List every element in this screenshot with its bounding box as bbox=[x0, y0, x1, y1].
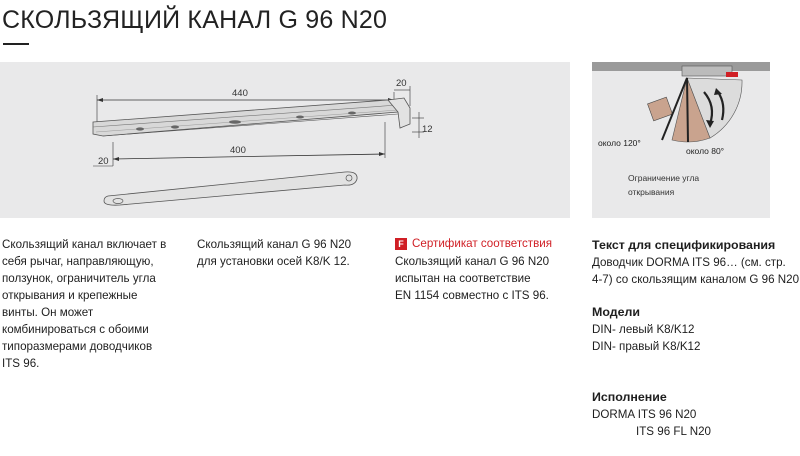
certificate bbox=[395, 235, 575, 304]
description-line: открывания и крепежные bbox=[2, 289, 138, 302]
channel-body bbox=[93, 100, 398, 136]
certificate-line: испытан на соответствие bbox=[395, 272, 531, 285]
page-title: СКОЛЬЗЯЩИЙ КАНАЛ G 96 N20 bbox=[2, 6, 388, 34]
arrowhead bbox=[113, 157, 119, 161]
usage-line: для установки осей K8/K 12. bbox=[197, 255, 350, 268]
description-line: ITS 96. bbox=[2, 357, 40, 370]
certificate-heading bbox=[395, 235, 575, 252]
model-item: DIN- правый K8/K12 bbox=[592, 340, 701, 353]
arrowhead bbox=[379, 152, 385, 156]
description-line: типоразмерами доводчиков bbox=[2, 340, 153, 353]
description-line: Скользящий канал включает в bbox=[2, 238, 167, 251]
usage-line: Скользящий канал G 96 N20 bbox=[197, 238, 352, 251]
dim-line-400 bbox=[113, 154, 385, 159]
title-underline bbox=[3, 43, 29, 45]
dim-label-20-top: 20 bbox=[396, 78, 407, 89]
stop-marker bbox=[726, 72, 738, 77]
description bbox=[2, 236, 182, 372]
lever-arm bbox=[104, 172, 357, 205]
channel-section bbox=[682, 66, 732, 76]
label-120: около 120° bbox=[598, 138, 641, 148]
version-heading: Исполнение bbox=[592, 390, 667, 404]
version-line: DORMA ITS 96 N20 bbox=[592, 408, 697, 421]
mount-hole bbox=[171, 125, 179, 128]
spec-line: Доводчик DORMA ITS 96… (см. стр. bbox=[592, 256, 786, 269]
mount-hole bbox=[136, 127, 144, 130]
spec-line: 4-7) со скользящим каналом G 96 N20 bbox=[592, 273, 800, 286]
description-line: комбинироваться с обоими bbox=[2, 323, 149, 336]
dim-label-400: 400 bbox=[230, 145, 246, 156]
certificate-line: EN 1154 совместно с ITS 96. bbox=[395, 289, 549, 302]
end-cap bbox=[388, 98, 410, 128]
models-block bbox=[592, 304, 792, 355]
model-item: DIN- левый K8/K12 bbox=[592, 323, 695, 336]
channel-drawing bbox=[0, 62, 570, 218]
label-80: около 80° bbox=[686, 146, 725, 156]
specification bbox=[592, 237, 800, 456]
version-block bbox=[592, 389, 792, 440]
description-line: себя рычаг, направляющую, bbox=[2, 255, 154, 268]
dim-label-440: 440 bbox=[232, 88, 248, 99]
spec-heading: Текст для спецификирования bbox=[592, 238, 776, 252]
usage bbox=[197, 236, 377, 270]
mount-slot bbox=[229, 120, 241, 124]
arrowhead bbox=[97, 98, 103, 102]
channel-drawing-svg bbox=[0, 62, 570, 218]
description-line: ползунок, ограничитель угла bbox=[2, 272, 156, 285]
certificate-title: Сертификат соответствия bbox=[412, 237, 553, 250]
dim-label-12: 12 bbox=[422, 124, 433, 135]
mount-hole bbox=[296, 116, 304, 119]
version-line: ITS 96 FL N20 bbox=[636, 425, 711, 438]
frame-top bbox=[592, 62, 770, 71]
caption-line2: открывания bbox=[628, 187, 675, 197]
door-80 bbox=[687, 78, 688, 142]
caption-line1: Ограничение угла bbox=[628, 173, 700, 183]
spec-block bbox=[592, 237, 800, 288]
description-line: винты. Он может bbox=[2, 306, 94, 319]
certificate-line: Скользящий канал G 96 N20 bbox=[395, 255, 550, 268]
angle-limit-figure bbox=[592, 62, 770, 218]
dim-label-20-left: 20 bbox=[98, 156, 109, 167]
limiter-block bbox=[648, 97, 673, 121]
models-heading: Модели bbox=[592, 305, 640, 319]
angle-limit-svg bbox=[592, 62, 770, 218]
mount-hole bbox=[348, 112, 356, 115]
certificate-badge-icon: F bbox=[395, 238, 407, 250]
